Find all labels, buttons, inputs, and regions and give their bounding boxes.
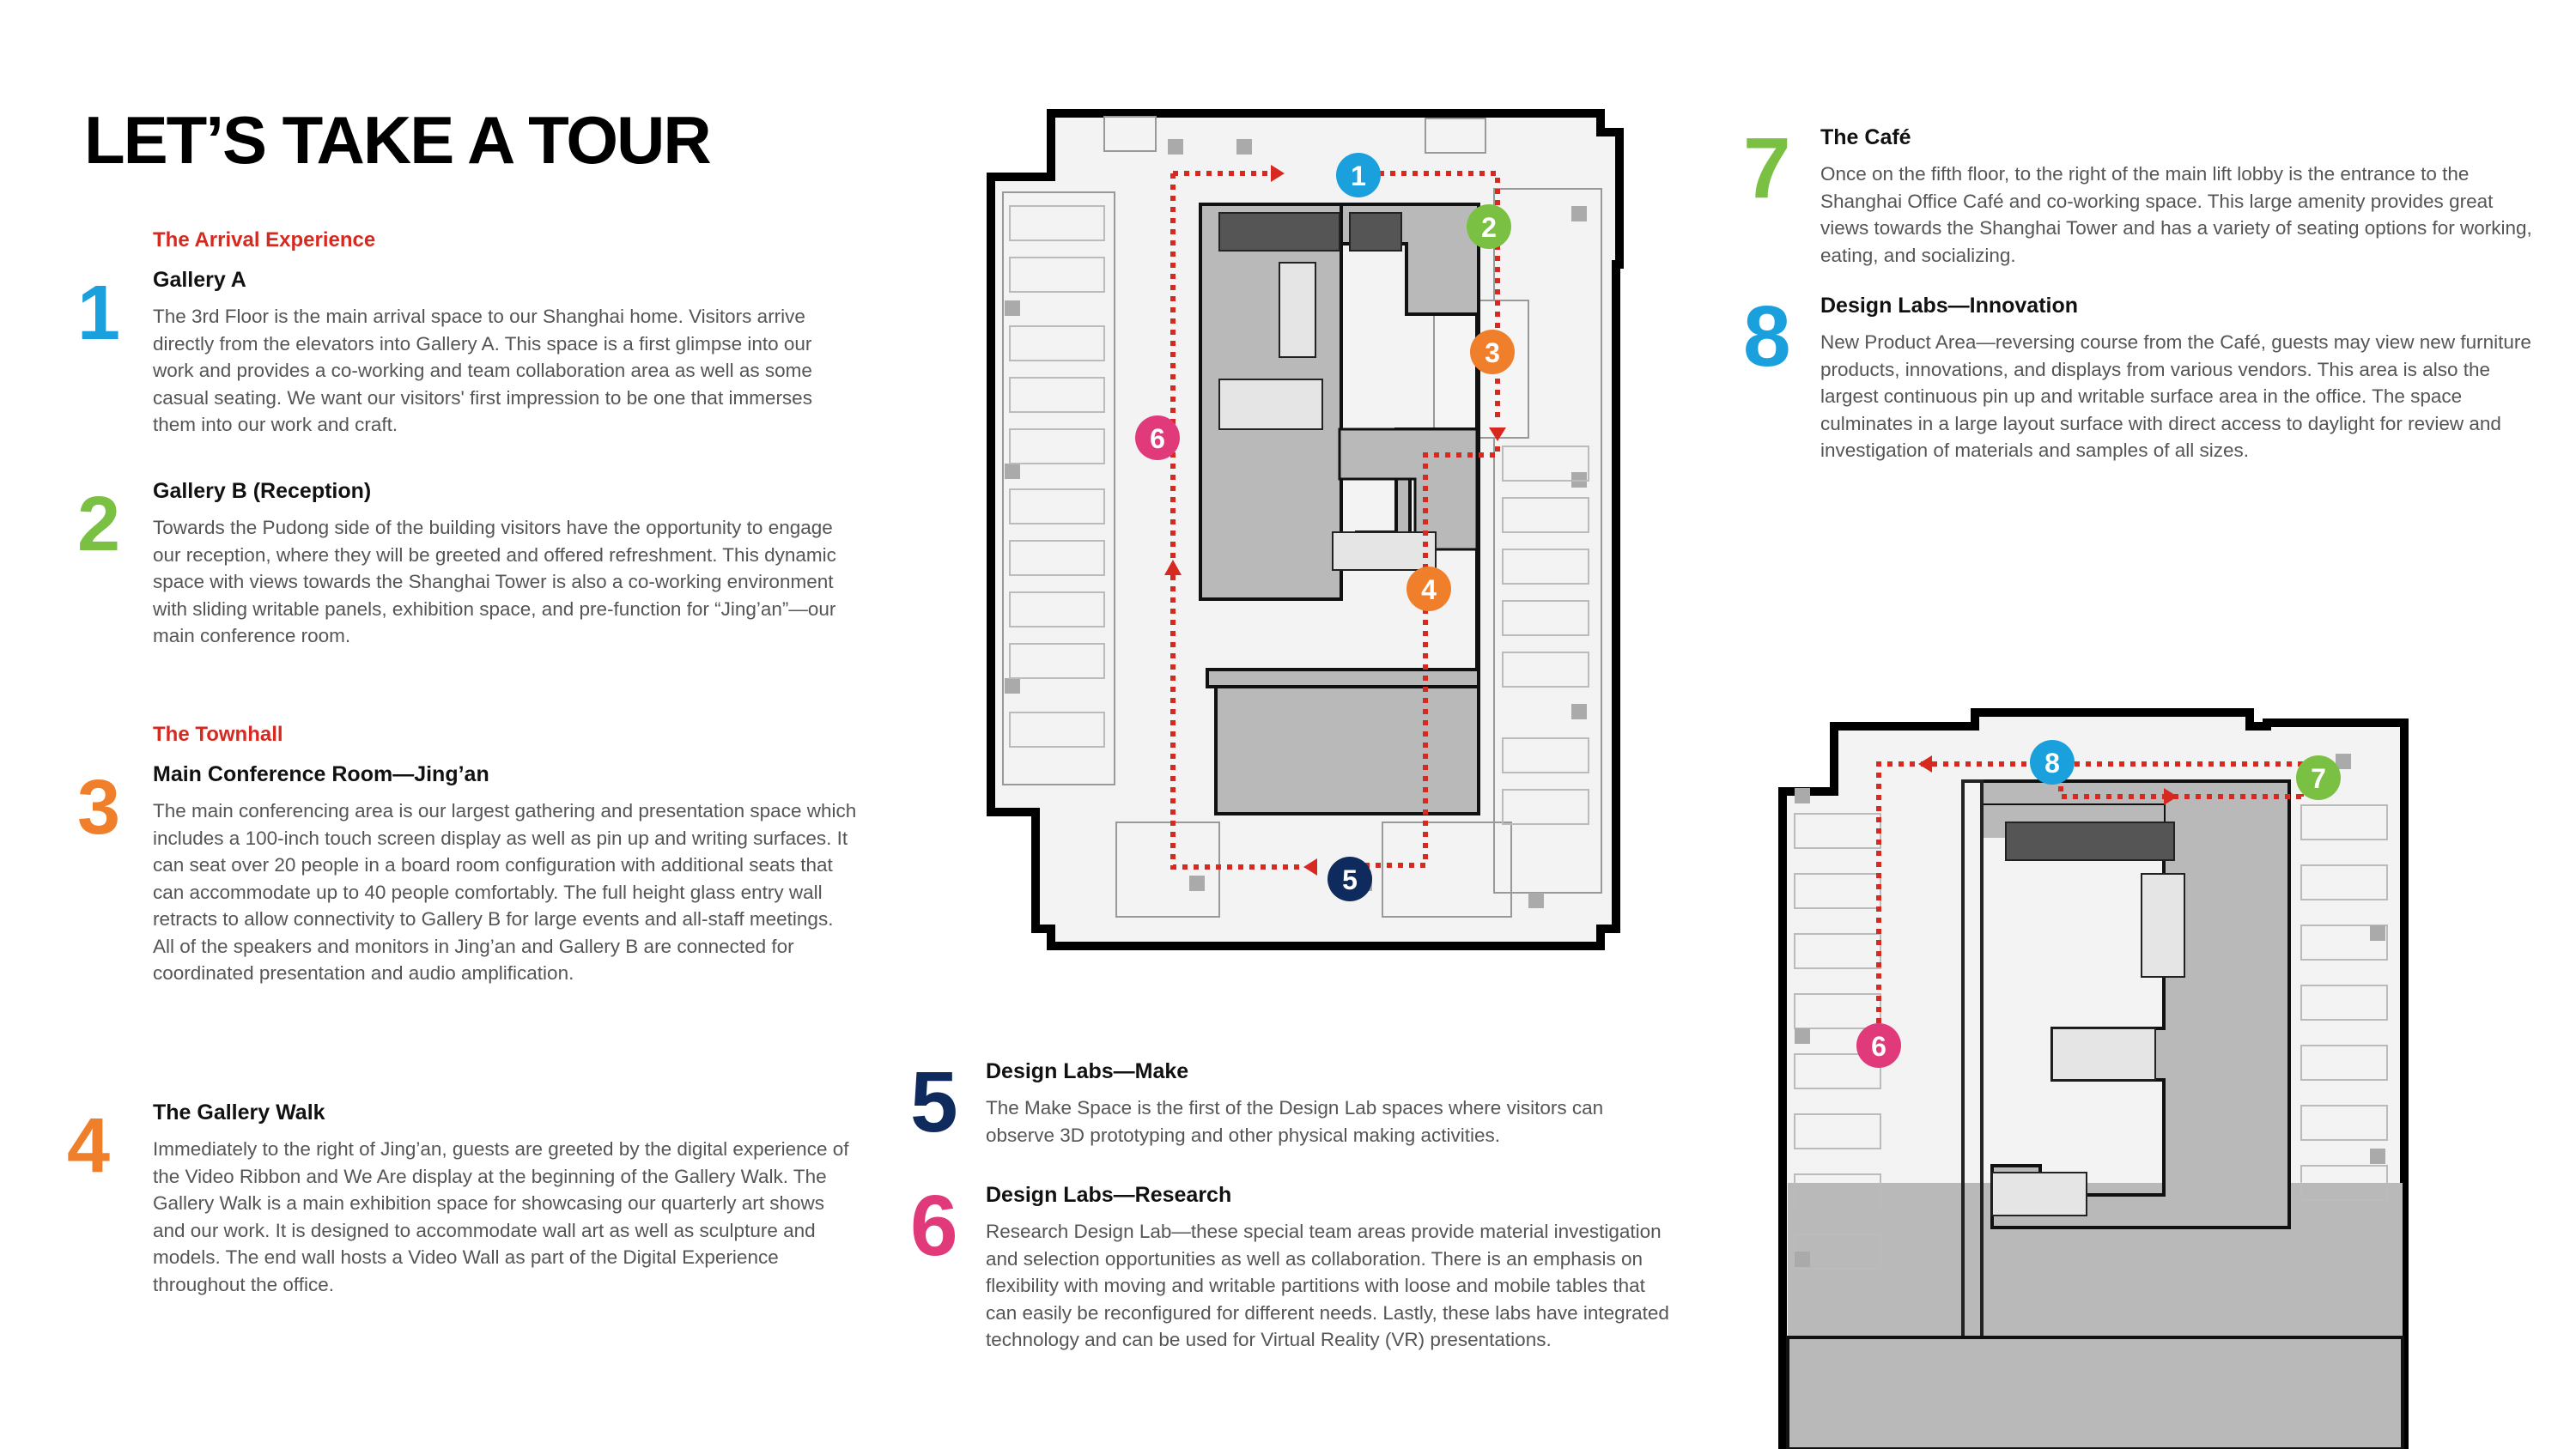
section-heading: Gallery A xyxy=(153,268,246,292)
svg-text:6: 6 xyxy=(1871,1031,1886,1062)
section-number: 8 xyxy=(1743,288,1791,385)
floor-plan-5th-floor xyxy=(1769,702,2421,1449)
group-label-townhall: The Townhall xyxy=(153,723,283,746)
section-number: 4 xyxy=(67,1103,111,1189)
section-body: The main conferencing area is our largest gathering and presentation space which includes a 100-inch touch screen display as well as pin up and writing surfaces. It can seat over 20 people in a board room configuration with additional seats that can accommodate up to 40 people comfortably. The full height glass entry wall retracts to allow connectivity to Gallery B for large events and all-staff meetings. All of the speakers and monitors in Jing’an and Gallery B are connected for coordinated presentation and audio amplification. xyxy=(153,800,857,984)
svg-text:1: 1 xyxy=(1351,161,1366,191)
section-number: 1 xyxy=(77,270,121,356)
section-heading: The Café xyxy=(1820,125,1911,149)
section-heading: Gallery B (Reception) xyxy=(153,479,372,503)
section-heading: Design Labs—Research xyxy=(986,1183,1232,1207)
section-heading: Main Conference Room—Jing’an xyxy=(153,762,489,786)
group-label-arrival: The Arrival Experience xyxy=(153,228,376,252)
svg-text:8: 8 xyxy=(2044,748,2060,779)
section-heading: Design Labs—Innovation xyxy=(1820,294,2079,318)
section-body: The 3rd Floor is the main arrival space to our Shanghai home. Visitors arrive directly from the elevators into Gallery A. This space is a first glimpse into our work and provides a co-working and team collaboration area as well as some casual seating. We want our visitors' first impression to be one that immerses them into our work and craft. xyxy=(153,306,812,435)
svg-text:7: 7 xyxy=(2311,763,2326,794)
floor-plan-3rd-floor xyxy=(979,86,1631,961)
svg-text:2: 2 xyxy=(1481,212,1497,243)
svg-text:4: 4 xyxy=(1421,574,1437,605)
section-body: Immediately to the right of Jing’an, guests are greeted by the digital experience of the Video Ribbon and We Are display at the beginning of the Gallery Walk. The Gallery Walk is a main exhibition space for showcasing our quarterly art shows and our work. It is designed to accommodate wall art as well as sculpture and models. The end wall hosts a Video Wall as part of the Digital Experience throughout the office. xyxy=(153,1138,849,1295)
section-body: Towards the Pudong side of the building visitors have the opportunity to engage our reception, where they will be greeted and offered refreshment. This dynamic space with views towards the Shanghai Tower is also a co-working environment with sliding writable panels, exhibition space, and pre-function for “Jing’an”—our main conference room. xyxy=(153,517,836,646)
section-body: Research Design Lab—these special team areas provide material investigation and selection opportunities as well as collaboration. There is an emphasis on flexibility with moving and writable partitions with loose and mobile tables that can easily be reconfigured for different needs. Lastly, these labs have integrated technology and can be used for Virtual Reality (VR) presentations. xyxy=(986,1221,1669,1350)
page-title: LET’S TAKE A TOUR xyxy=(84,102,710,178)
svg-text:3: 3 xyxy=(1485,337,1500,368)
section-body: The Make Space is the first of the Design Lab spaces where visitors can observe 3D prototyping and other physical making activities. xyxy=(986,1097,1604,1146)
svg-text:5: 5 xyxy=(1342,864,1358,895)
section-heading: Design Labs—Make xyxy=(986,1059,1189,1083)
svg-text:6: 6 xyxy=(1150,423,1165,454)
section-number: 6 xyxy=(910,1178,958,1274)
section-heading: The Gallery Walk xyxy=(153,1100,325,1125)
section-number: 3 xyxy=(77,765,121,851)
section-number: 2 xyxy=(77,482,121,567)
section-body: Once on the fifth floor, to the right of the main lift lobby is the entrance to the Shanghai Office Café and co-working space. This large amenity provides great views towards the Shanghai Tower and has a variety of seating options for working, eating, and socializing. xyxy=(1820,163,2532,266)
section-body: New Product Area—reversing course from the Café, guests may view new furniture products, innovations, and displays from various vendors. This area is also the largest continuous pin up and writable surface area in the office. The space culminates in a large layout surface with direct access to daylight for review and investigation of materials and samples of all sizes. xyxy=(1820,331,2531,461)
section-number: 7 xyxy=(1743,120,1791,216)
section-number: 5 xyxy=(910,1054,958,1150)
